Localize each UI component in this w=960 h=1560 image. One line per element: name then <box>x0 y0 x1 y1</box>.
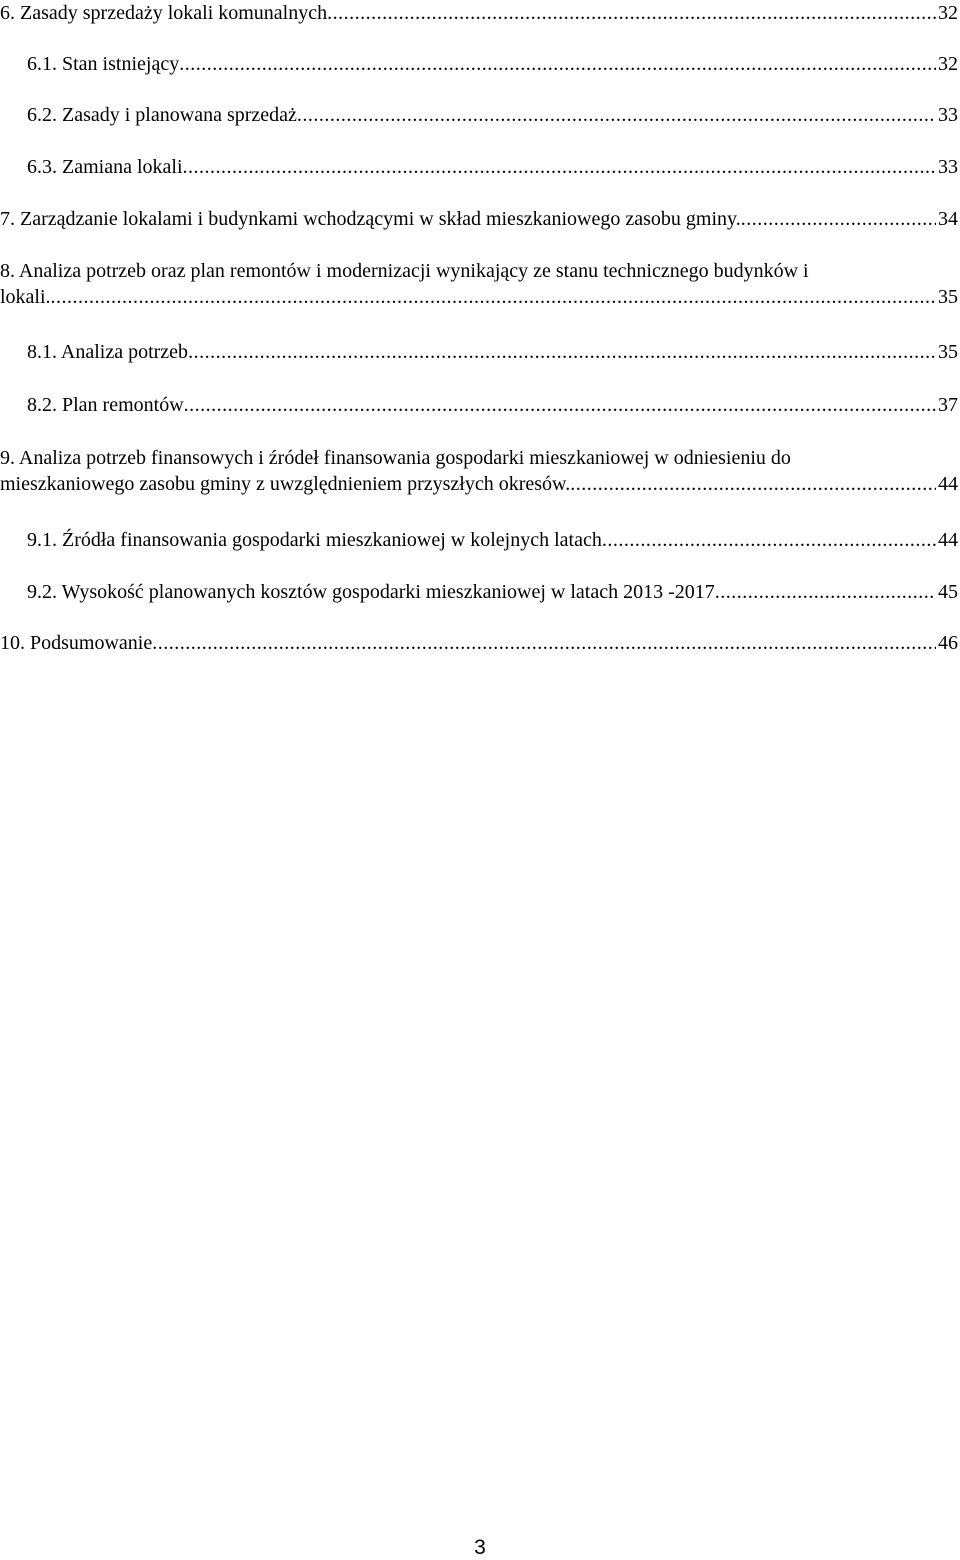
toc-entry-7[interactable] <box>0 206 960 232</box>
toc-entry-page: 35 <box>938 341 958 363</box>
toc-entry-title: 6. Zasady sprzedaży lokali komunalnych <box>0 2 328 24</box>
toc-entry-page: 44 <box>938 473 958 495</box>
page-number: 3 <box>474 1536 486 1559</box>
toc-entry-page: 45 <box>938 581 958 603</box>
toc-entry-6-3[interactable] <box>0 154 960 180</box>
toc-entry-page: 44 <box>938 529 958 551</box>
toc-entry-title-line-1: 9. Analiza potrzeb finansowych i źródeł finansowania gospodarki mieszkaniowej w odniesieniu do <box>0 447 791 469</box>
dot-leader <box>51 284 936 310</box>
toc-entry-page: 32 <box>938 2 958 24</box>
toc-entry-title: 9.2. Wysokość planowanych kosztów gospodarki mieszkaniowej w latach 2013 -2017 <box>27 581 715 603</box>
dot-leader <box>183 154 936 180</box>
toc-entry-title: 6.3. Zamiana lokali <box>27 156 183 178</box>
dot-leader <box>327 0 936 26</box>
toc-entry-title: 10. Podsumowanie <box>0 632 153 654</box>
dot-leader <box>188 339 936 365</box>
dot-leader <box>297 102 936 128</box>
toc-entry-page: 37 <box>938 394 958 416</box>
toc-entry-title: 7. Zarządzanie lokalami i budynkami wchodzącymi w skład mieszkaniowego zasobu gminy. <box>0 208 741 230</box>
toc-entry-title: 6.2. Zasady i planowana sprzedaż <box>27 104 297 126</box>
toc-entry-page: 34 <box>938 208 958 230</box>
toc-entry-title-line-1: 8. Analiza potrzeb oraz plan remontów i modernizacji wynikający ze stanu technicznego budynków i <box>0 260 809 282</box>
dot-leader <box>602 527 936 553</box>
toc-entry-8[interactable] <box>0 258 960 310</box>
toc-entry-page: 33 <box>938 156 958 178</box>
dot-leader <box>152 630 936 656</box>
toc-entry-9-2[interactable] <box>0 579 960 605</box>
toc-entry-6-2[interactable] <box>0 102 960 128</box>
dot-leader <box>715 579 936 605</box>
toc-entry-6-1[interactable] <box>0 51 960 77</box>
toc-entry-6[interactable] <box>0 0 960 26</box>
toc-entry-9-1[interactable] <box>0 527 960 553</box>
toc-entry-page: 33 <box>938 104 958 126</box>
toc-entry-title-line-2: lokali. <box>0 286 51 308</box>
toc-entry-10[interactable] <box>0 630 960 656</box>
dot-leader <box>179 51 936 77</box>
toc-entry-page: 46 <box>938 632 958 654</box>
toc-entry-title-line-2: mieszkaniowego zasobu gminy z uwzględnieniem przyszłych okresów. <box>0 473 571 495</box>
dot-leader <box>741 206 936 232</box>
toc-entry-8-1[interactable] <box>0 339 960 365</box>
toc-entry-title: 6.1. Stan istniejący <box>27 53 180 75</box>
toc-entry-page: 32 <box>938 53 958 75</box>
toc-entry-title: 9.1. Źródła finansowania gospodarki mieszkaniowej w kolejnych latach <box>27 529 602 551</box>
toc-entry-title: 8.2. Plan remontów <box>27 394 184 416</box>
toc-entry-title: 8.1. Analiza potrzeb <box>27 341 189 363</box>
dot-leader <box>184 392 936 418</box>
dot-leader <box>570 471 936 497</box>
toc-entry-8-2[interactable] <box>0 392 960 418</box>
toc-entry-9[interactable] <box>0 445 960 497</box>
toc-entry-page: 35 <box>938 286 958 308</box>
